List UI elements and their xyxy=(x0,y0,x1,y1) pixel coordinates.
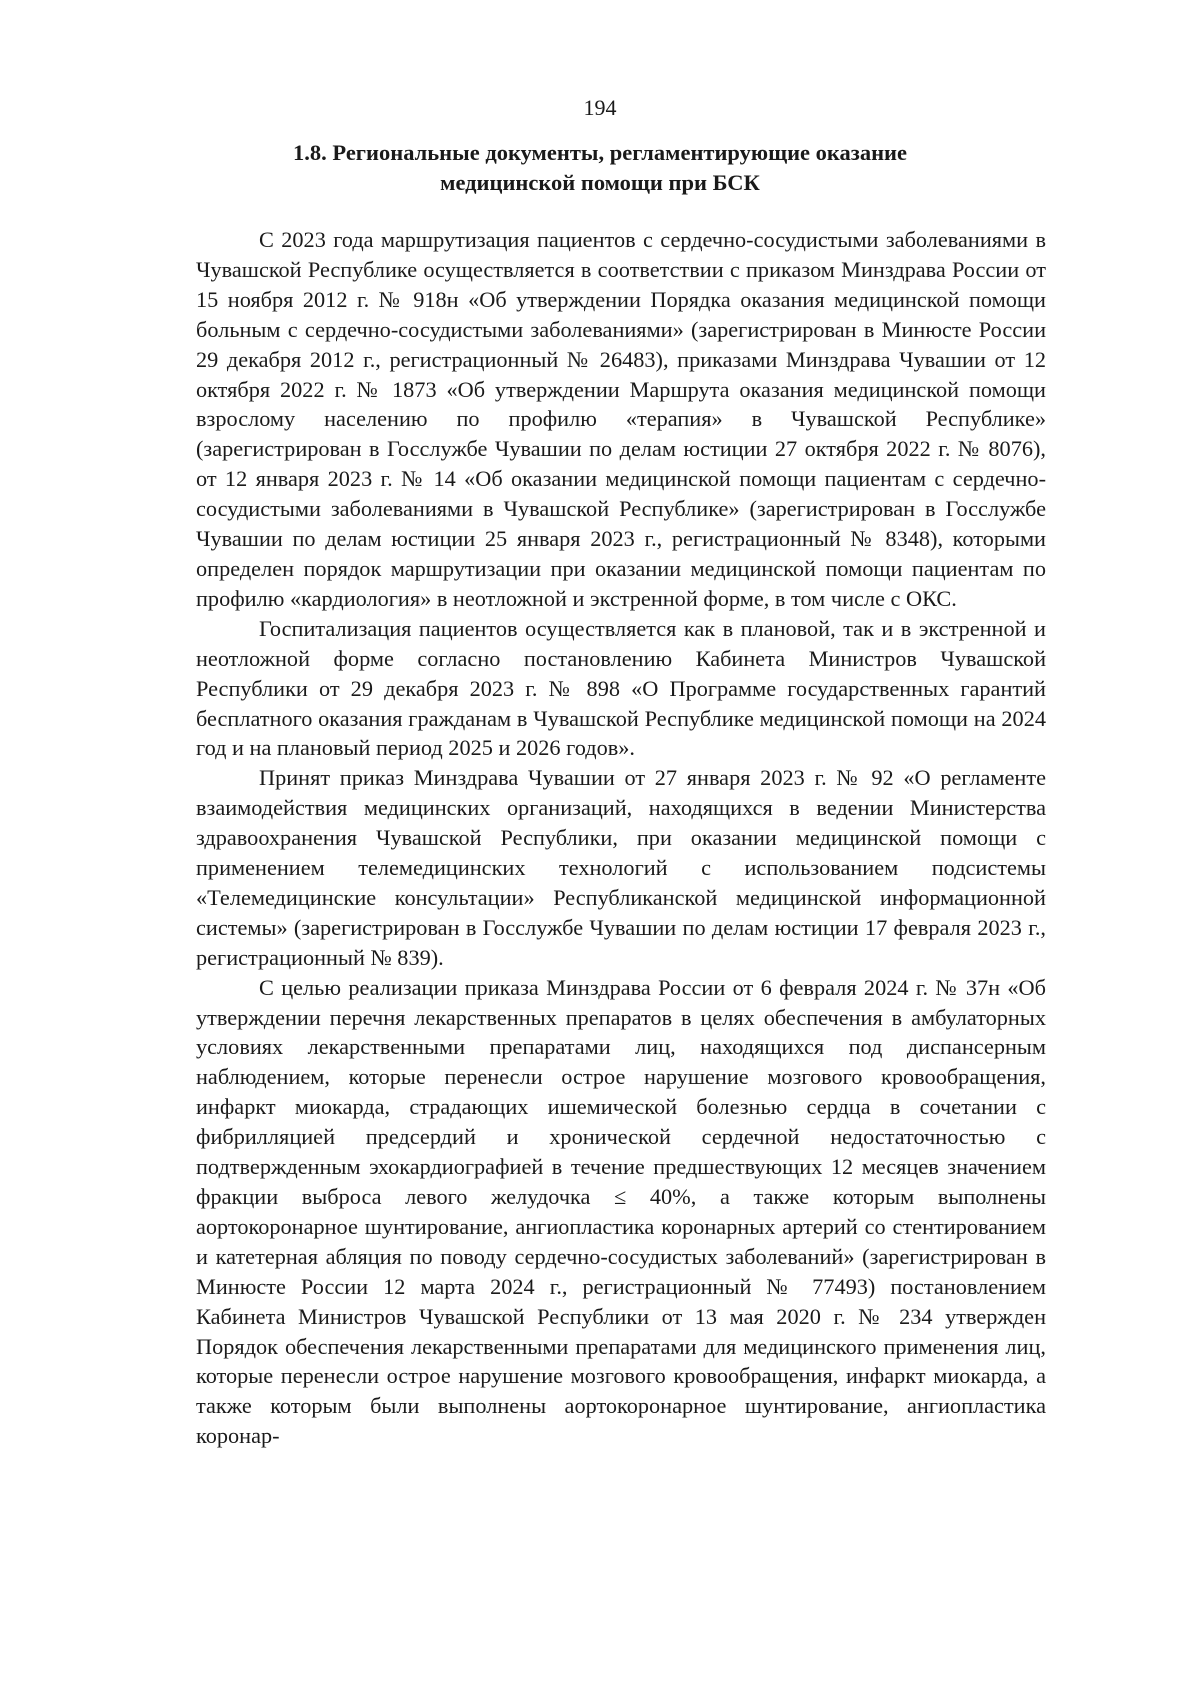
paragraph: С целью реализации приказа Минздрава России от 6 февраля 2024 г. № 37н «Об утверждении перечня лекарственных препаратов в целях обеспечения в амбулаторных условиях лекарственными препаратами лиц, находящихся под диспансерным наблюдением, которые перенесли острое нарушение мозгового кровообращения, инфаркт миокарда, страдающих ишемической болезнью сердца в сочетании с фибрилляцией предсердий и хронической сердечной недостаточностью с подтвержденным эхокардиографией в течение предшествующих 12 месяцев значением фракции выброса левого желудочка ≤ 40%, а также которым выполнены аортокоронарное шунтирование, ангиопластика коронарных артерий со стентированием и катетерная абляция по поводу сердечно-сосудистых заболеваний» (зарегистрирован в Минюсте России 12 марта 2024 г., регистрационный № 77493) постановлением Кабинета Министров Чувашской Республики от 13 мая 2020 г. № 234 утвержден Порядок обеспечения лекарственными препаратами для медицинского применения лиц, которые перенесли острое нарушение мозгового кровообращения, инфаркт миокарда, а также которым были выполнены аортокоронарное шунтирование, ангиопластика коронар- xyxy=(196,974,1046,1449)
paragraph: Госпитализация пациентов осуществляется как в плановой, так и в экстренной и неотложной форме согласно постановлению Кабинета Министров Чувашской Республики от 29 декабря 2023 г. № 898 «О Программе государственных гарантий бесплатного оказания гражданам в Чувашской Республике медицинской помощи на 2024 год и на плановый период 2025 и 2026 годов». xyxy=(196,615,1046,761)
paragraph: С 2023 года маршрутизация пациентов с сердечно-сосудистыми заболеваниями в Чувашской Республике осуществляется в соответствии с приказом Минздрава России от 15 ноября 2012 г. № 918н «Об утверждении Порядка оказания медицинской помощи больным с сердечно-сосудистыми заболеваниями» (зарегистрирован в Минюсте России 29 декабря 2012 г., регистрационный № 26483), приказами Минздрава Чувашии от 12 октября 2022 г. № 1873 «Об утверждении Маршрута оказания медицинской помощи взрослому населению по профилю «терапия» в Чувашской Республике» (зарегистрирован в Госслужбе Чувашии по делам юстиции 27 октября 2022 г. № 8076), от 12 января 2023 г. № 14 «Об оказании медицинской помощи пациентам с сердечно-сосудистыми заболеваниями в Чувашской Республике» (зарегистрирован в Госслужбе Чувашии по делам юстиции 25 января 2023 г., регистрационный № 8348), которыми определен порядок маршрутизации при оказании медицинской помощи пациентам по профилю «кардиология» в неотложной и экстренной форме, в том числе с ОКС. xyxy=(196,227,1046,611)
section-title-line-2: медицинской помощи при БСК xyxy=(440,170,760,195)
document-body xyxy=(196,225,1046,1451)
section-title-line-1: 1.8. Региональные документы, регламентирующие оказание xyxy=(293,140,907,165)
section-title xyxy=(220,138,980,198)
paragraph: Принят приказ Минздрава Чувашии от 27 января 2023 г. № 92 «О регламенте взаимодействия медицинских организаций, находящихся в ведении Министерства здравоохранения Чувашской Республики, при оказании медицинской помощи с применением телемедицинских технологий с использованием подсистемы «Телемедицинские консультации» Республиканской медицинской информационной системы» (зарегистрирован в Госслужбе Чувашии по делам юстиции 17 февраля 2023 г., регистрационный № 839). xyxy=(196,765,1046,970)
page-number: 194 xyxy=(583,95,617,120)
